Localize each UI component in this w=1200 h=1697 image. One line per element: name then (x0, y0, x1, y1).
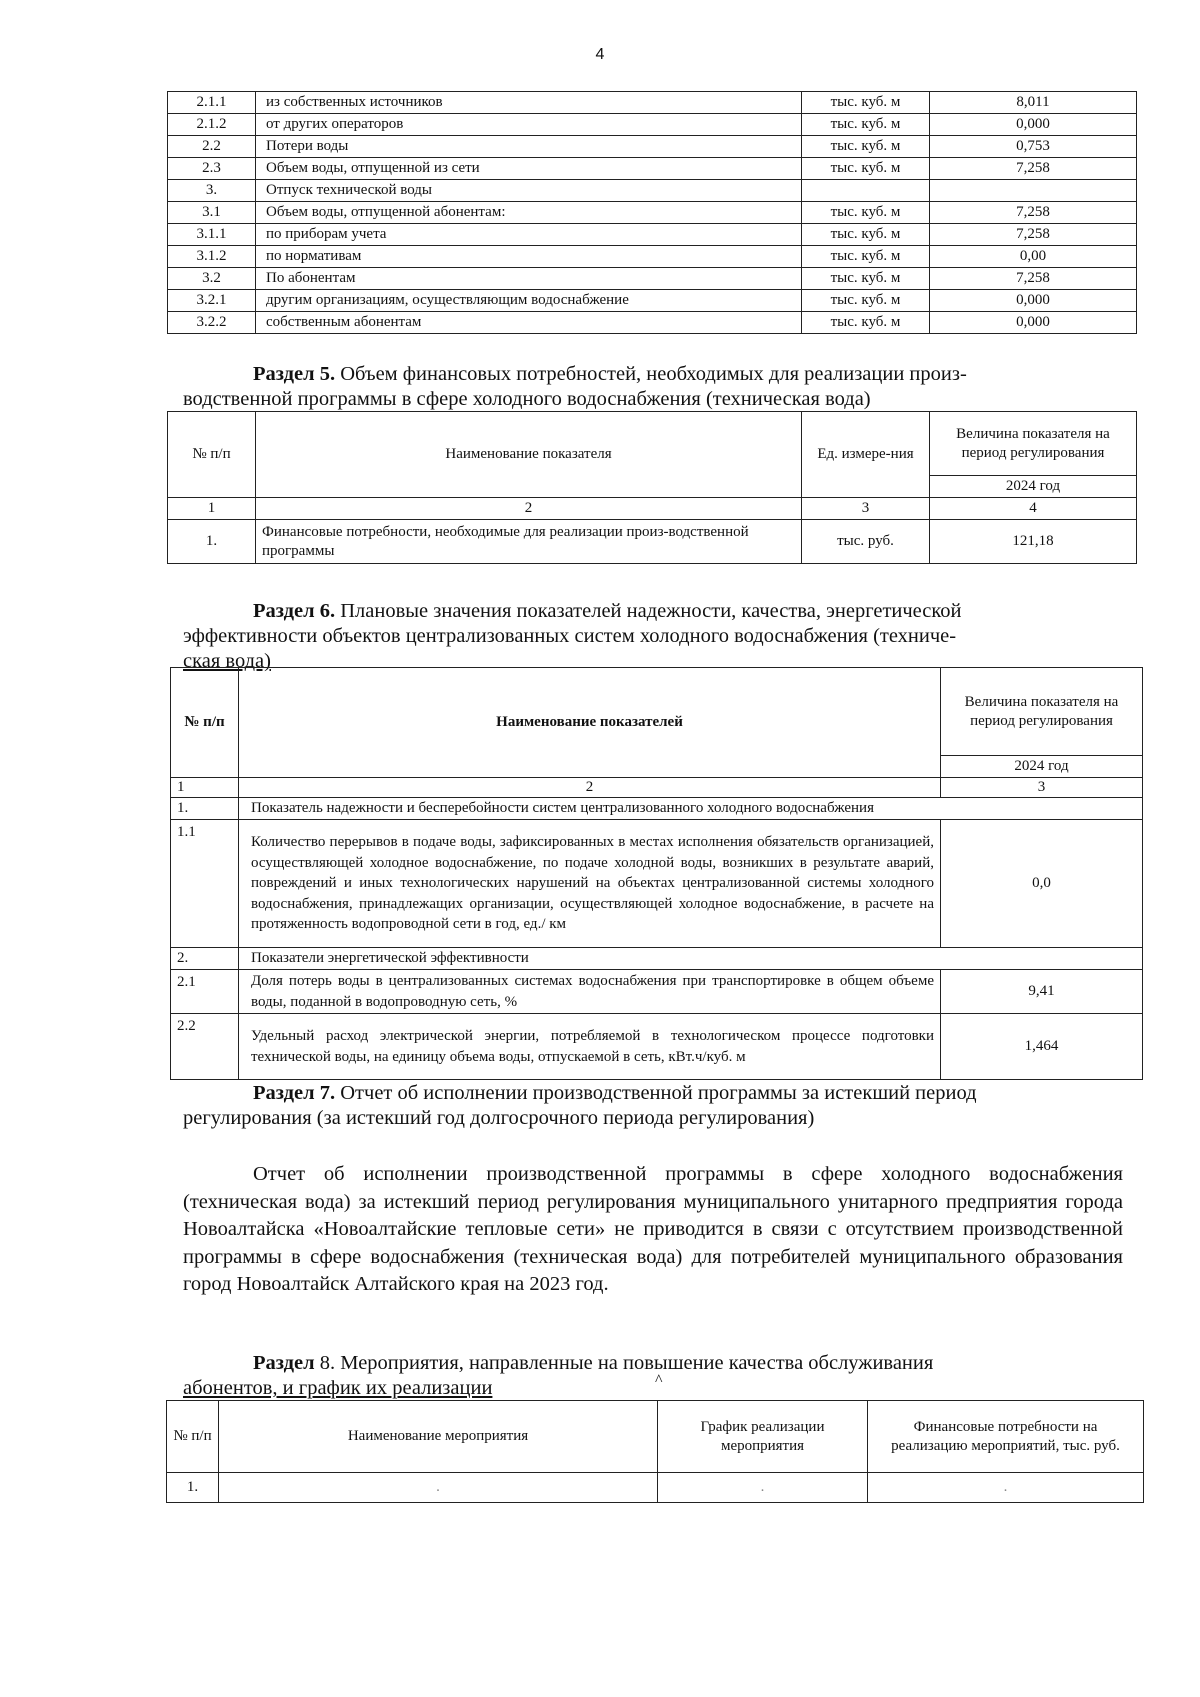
t1-cell-name: по приборам учета (256, 224, 802, 246)
t1-cell-name: Отпуск технической воды (256, 180, 802, 202)
section-7-heading (183, 1081, 1123, 1131)
t1-cell-unit: тыс. куб. м (802, 114, 930, 136)
t1-cell-num: 3.2.2 (168, 312, 256, 334)
t1-cell-value: 0,000 (930, 290, 1137, 312)
t6-group-2-title: Показатели энергетической эффективности (239, 948, 1143, 970)
section-6-title-2: эффективности объектов централизованных систем холодного водоснабжения (техниче- (183, 625, 957, 647)
section-6-title-1: Плановые значения показателей надежности, качества, энергетической (335, 600, 962, 622)
t1-cell-value (930, 180, 1137, 202)
t5-colnum-3: 3 (802, 498, 930, 520)
t6-colnum-1: 1 (171, 778, 239, 798)
financial-needs-table (167, 411, 1137, 564)
t6-header-name: Наименование показателей (239, 668, 941, 778)
t1-cell-value: 7,258 (930, 268, 1137, 290)
t5-row-value: 121,18 (930, 520, 1137, 564)
t5-colnum-2: 2 (256, 498, 802, 520)
t5-header-name: Наименование показателя (256, 412, 802, 498)
t6-header-value: Величина показателя на период регулирования (941, 668, 1143, 756)
section-6-title-3: ская вода) (183, 650, 271, 672)
t1-cell-unit: тыс. куб. м (802, 224, 930, 246)
t8-row-num: 1. (167, 1473, 219, 1503)
t8-header-finance: Финансовые потребности на реализацию мероприятий, тыс. руб. (868, 1401, 1144, 1473)
section-6-label: Раздел 6. (253, 600, 336, 622)
t6-row-2-1-num: 2.1 (171, 970, 239, 1014)
t6-row-2-2-value: 1,464 (941, 1014, 1143, 1080)
t1-cell-num: 2.1.1 (168, 92, 256, 114)
section-5-title-2: водственной программы в сфере холодного водоснабжения (техническая вода) (183, 388, 871, 410)
t1-cell-num: 3.1.1 (168, 224, 256, 246)
t8-row-schedule: . (658, 1473, 868, 1503)
t1-cell-num: 2.3 (168, 158, 256, 180)
t1-cell-value: 0,00 (930, 246, 1137, 268)
t1-cell-value: 0,753 (930, 136, 1137, 158)
section-5-heading (183, 362, 1123, 412)
t1-cell-unit: тыс. куб. м (802, 290, 930, 312)
t8-row-name: . (219, 1473, 658, 1503)
t6-row-2-2-name: Удельный расход электрической энергии, потребляемой в технологическом процессе подготовки технической воды, на единицу объема воды, отпускаемой в сеть, кВт.ч/куб. м (239, 1014, 941, 1080)
section-8-title-2: абонентов, и график их реализации (183, 1377, 493, 1399)
t1-cell-name: Объем воды, отпущенной абонентам: (256, 202, 802, 224)
t6-header-num: № п/п (171, 668, 239, 778)
t1-cell-value: 7,258 (930, 224, 1137, 246)
section-8-caret: ^ (655, 1372, 663, 1389)
t1-cell-name: по нормативам (256, 246, 802, 268)
section-5-title-1: Объем финансовых потребностей, необходимых для реализации произ- (335, 363, 967, 385)
section-7-paragraph-text: Отчет об исполнении производственной программы в сфере холодного водоснабжения (техническая вода) за истекший период регулирования муниципального унитарного предприятия города Новоалтайска «Новоалтайские тепловые сети» не приводится в связи с отсутствием производственной программы в сфере водоснабжения (техническая вода) для потребителей муниципального образования город Новоалтайск Алтайского края на 2023 год. (183, 1163, 1123, 1295)
t1-cell-unit (802, 180, 930, 202)
t1-cell-num: 2.1.2 (168, 114, 256, 136)
t1-cell-unit: тыс. куб. м (802, 268, 930, 290)
section-7-title-2: регулирования (за истекший год долгосрочного периода регулирования) (183, 1107, 815, 1129)
t6-row-1-1-num: 1.1 (171, 820, 239, 948)
section-7-paragraph (183, 1161, 1123, 1299)
t1-cell-num: 3.2.1 (168, 290, 256, 312)
table-row (168, 92, 1137, 114)
t1-cell-num: 3.1 (168, 202, 256, 224)
t1-cell-value: 8,011 (930, 92, 1137, 114)
table-row (168, 180, 1137, 202)
section-8-heading (183, 1351, 1123, 1401)
t1-cell-name: от других операторов (256, 114, 802, 136)
water-balance-table (167, 91, 1137, 334)
section-6-heading (183, 599, 1123, 674)
table-row (168, 268, 1137, 290)
t1-cell-value: 7,258 (930, 158, 1137, 180)
t5-header-num: № п/п (168, 412, 256, 498)
t1-cell-num: 3.1.2 (168, 246, 256, 268)
t5-header-unit: Ед. измере-ния (802, 412, 930, 498)
table-row (168, 136, 1137, 158)
t6-header-year: 2024 год (941, 756, 1143, 778)
t6-row-1-1-value: 0,0 (941, 820, 1143, 948)
table-row (168, 246, 1137, 268)
t6-group-2-num: 2. (171, 948, 239, 970)
measures-table (166, 1400, 1144, 1503)
t8-header-schedule: График реализации мероприятия (658, 1401, 868, 1473)
t5-row-unit: тыс. руб. (802, 520, 930, 564)
t1-cell-num: 3. (168, 180, 256, 202)
t6-row-2-2-num: 2.2 (171, 1014, 239, 1080)
t8-header-num: № п/п (167, 1401, 219, 1473)
t5-row-num: 1. (168, 520, 256, 564)
t8-header-name: Наименование мероприятия (219, 1401, 658, 1473)
section-8-label: Раздел (253, 1352, 315, 1374)
table-row (168, 114, 1137, 136)
t1-cell-unit: тыс. куб. м (802, 158, 930, 180)
t5-header-value: Величина показателя на период регулирования (930, 412, 1137, 476)
section-8-title-1: 8. Мероприятия, направленные на повышение качества обслуживания (314, 1352, 934, 1374)
t1-cell-unit: тыс. куб. м (802, 92, 930, 114)
t6-row-2-1-value: 9,41 (941, 970, 1143, 1014)
t1-cell-name: собственным абонентам (256, 312, 802, 334)
t1-cell-unit: тыс. куб. м (802, 136, 930, 158)
table-row (168, 224, 1137, 246)
t1-cell-name: другим организациям, осуществляющим водоснабжение (256, 290, 802, 312)
t1-cell-name: По абонентам (256, 268, 802, 290)
t5-row-name: Финансовые потребности, необходимые для реализации произ-водственной программы (256, 520, 802, 564)
table-row (168, 158, 1137, 180)
t1-cell-unit: тыс. куб. м (802, 246, 930, 268)
t5-colnum-4: 4 (930, 498, 1137, 520)
t1-cell-value: 7,258 (930, 202, 1137, 224)
t1-cell-unit: тыс. куб. м (802, 202, 930, 224)
t6-row-2-1-name: Доля потерь воды в централизованных системах водоснабжения при транспортировке в общем объеме воды, поданной в водопроводную сеть, % (239, 970, 941, 1014)
t1-cell-num: 2.2 (168, 136, 256, 158)
t6-colnum-3: 3 (941, 778, 1143, 798)
t1-cell-name: Потери воды (256, 136, 802, 158)
reliability-indicators-table (170, 667, 1143, 1080)
table-row (168, 312, 1137, 334)
t1-cell-value: 0,000 (930, 312, 1137, 334)
table-row (168, 290, 1137, 312)
section-5-label: Раздел 5. (253, 363, 336, 385)
t6-group-1-num: 1. (171, 798, 239, 820)
t1-cell-num: 3.2 (168, 268, 256, 290)
t5-header-year: 2024 год (930, 476, 1137, 498)
t5-colnum-1: 1 (168, 498, 256, 520)
t6-group-1-title: Показатель надежности и бесперебойности систем централизованного холодного водоснабжения (239, 798, 1143, 820)
section-7-label: Раздел 7. (253, 1082, 336, 1104)
t1-cell-name: из собственных источников (256, 92, 802, 114)
section-7-title-1: Отчет об исполнении производственной программы за истекший период (335, 1082, 977, 1104)
table-row (168, 202, 1137, 224)
t6-colnum-2: 2 (239, 778, 941, 798)
t6-row-1-1-name: Количество перерывов в подаче воды, зафиксированных в местах исполнения обязательств организацией, осуществляющей холодное водоснабжение, по подаче холодной воды, возникших в результате аварий, повреждений и иных технологических нарушений на объектах централизованной системы холодного водоснабжения, принадлежащих организации, осуществляющей холодное водоснабжение, в расчете на протяженность водопроводной сети в год, ед./ км (239, 820, 941, 948)
page-number: 4 (595, 46, 605, 63)
t1-cell-unit: тыс. куб. м (802, 312, 930, 334)
t1-cell-value: 0,000 (930, 114, 1137, 136)
t8-row-finance: . (868, 1473, 1144, 1503)
t1-cell-name: Объем воды, отпущенной из сети (256, 158, 802, 180)
